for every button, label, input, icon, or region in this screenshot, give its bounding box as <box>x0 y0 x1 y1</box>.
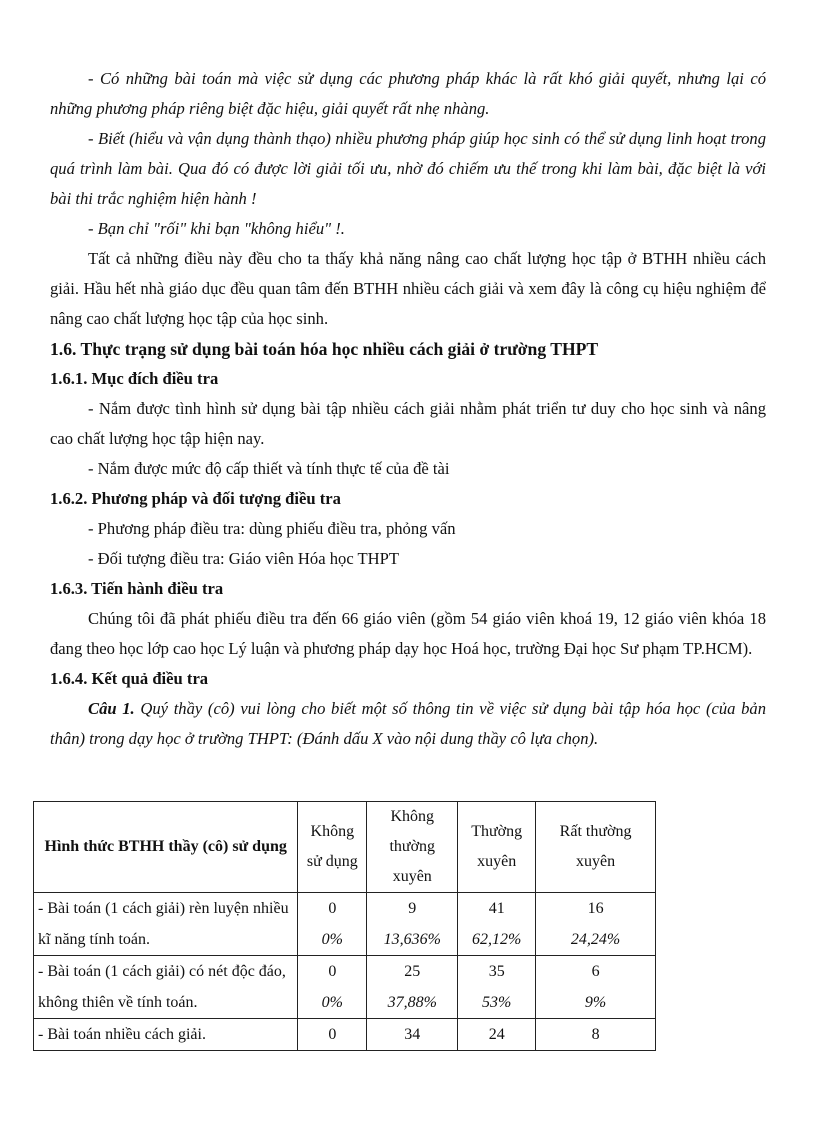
paragraph-intro-3: - Bạn chỉ "rối" khi bạn "không hiểu" !. <box>88 219 345 238</box>
cell-very-frequent: 8 <box>536 1019 656 1051</box>
table-row <box>34 893 656 956</box>
header-very-frequent: Rất thường xuyên <box>536 802 656 893</box>
header-frequent: Thường xuyên <box>458 802 536 893</box>
cell-frequent: 41 62,12% <box>458 893 536 956</box>
cell-never: 0 0% <box>298 893 367 956</box>
table-row <box>34 1019 656 1051</box>
cell-infrequent: 9 13,636% <box>367 893 458 956</box>
method-item-2: - Đối tượng điều tra: Giáo viên Hóa học THPT <box>88 549 400 568</box>
document-page <box>50 64 766 754</box>
paragraph-intro-2: - Biết (hiểu và vận dụng thành thạo) nhiều phương pháp giúp học sinh có thể sử dụng linh hoạt trong quá trình làm bài. Qua đó có được lời giải tối ưu, nhờ đó chiếm ưu thế trong khi làm bài, đặc biệt là với bài thi trắc nghiệm hiện hành ! <box>50 129 766 208</box>
cell-very-frequent: 16 24,24% <box>536 893 656 956</box>
question-label: Câu 1. <box>88 699 135 718</box>
cell-infrequent: 34 <box>367 1019 458 1051</box>
cell-frequent: 35 53% <box>458 956 536 1019</box>
header-form: Hình thức BTHH thầy (cô) sử dụng <box>34 802 298 893</box>
section-heading-1-6-1: 1.6.1. Mục đích điều tra <box>50 369 219 388</box>
cell-very-frequent: 6 9% <box>536 956 656 1019</box>
header-never: Không sử dụng <box>298 802 367 893</box>
section-heading-1-6: 1.6. Thực trạng sử dụng bài toán hóa học nhiều cách giải ở trường THPT <box>50 339 599 359</box>
row-description: - Bài toán (1 cách giải) rèn luyện nhiều kĩ năng tính toán. <box>34 893 298 956</box>
cell-never: 0 0% <box>298 956 367 1019</box>
purpose-item-1: - Nắm được tình hình sử dụng bài tập nhiều cách giải nhằm phát triển tư duy cho học sinh và nâng cao chất lượng học tập hiện nay. <box>50 399 766 448</box>
question-1 <box>50 694 766 754</box>
section-heading-1-6-2: 1.6.2. Phương pháp và đối tượng điều tra <box>50 489 341 508</box>
cell-frequent: 24 <box>458 1019 536 1051</box>
procedure-paragraph: Chúng tôi đã phát phiếu điều tra đến 66 giáo viên (gồm 54 giáo viên khoá 19, 12 giáo viên khóa 18 đang theo học lớp cao học Lý luận và phương pháp dạy học Hoá học, trường Đại học Sư phạm TP.HCM). <box>50 609 766 658</box>
cell-never: 0 <box>298 1019 367 1051</box>
header-infrequent: Không thường xuyên <box>367 802 458 893</box>
section-heading-1-6-4: 1.6.4. Kết quả điều tra <box>50 669 209 688</box>
purpose-item-2: - Nắm được mức độ cấp thiết và tính thực tế của đề tài <box>88 459 450 478</box>
row-description: - Bài toán nhiều cách giải. <box>34 1019 298 1051</box>
method-item-1: - Phương pháp điều tra: dùng phiếu điều tra, phỏng vấn <box>88 519 456 538</box>
paragraph-summary: Tất cả những điều này đều cho ta thấy khả năng nâng cao chất lượng học tập ở BTHH nhiều cách giải. Hầu hết nhà giáo dục đều quan tâm đến BTHH nhiều cách giải và xem đây là công cụ hiệu nghiệm để nâng cao chất lượng học tập của học sinh. <box>50 249 766 328</box>
section-heading-1-6-3: 1.6.3. Tiến hành điều tra <box>50 579 224 598</box>
question-text: Quý thầy (cô) vui lòng cho biết một số thông tin về việc sử dụng bài tập hóa học (của bản thân) trong dạy học ở trường THPT: (Đánh dấu X vào nội dung thầy cô lựa chọn). <box>50 699 767 748</box>
paragraph-intro-1: - Có những bài toán mà việc sử dụng các phương pháp khác là rất khó giải quyết, nhưng lại có những phương pháp riêng biệt đặc hiệu, giải quyết rất nhẹ nhàng. <box>50 69 766 118</box>
row-description: - Bài toán (1 cách giải) có nét độc đáo, không thiên về tính toán. <box>34 956 298 1019</box>
survey-results-table <box>33 801 656 1051</box>
table-header-row <box>34 802 656 893</box>
cell-infrequent: 25 37,88% <box>367 956 458 1019</box>
table-row <box>34 956 656 1019</box>
